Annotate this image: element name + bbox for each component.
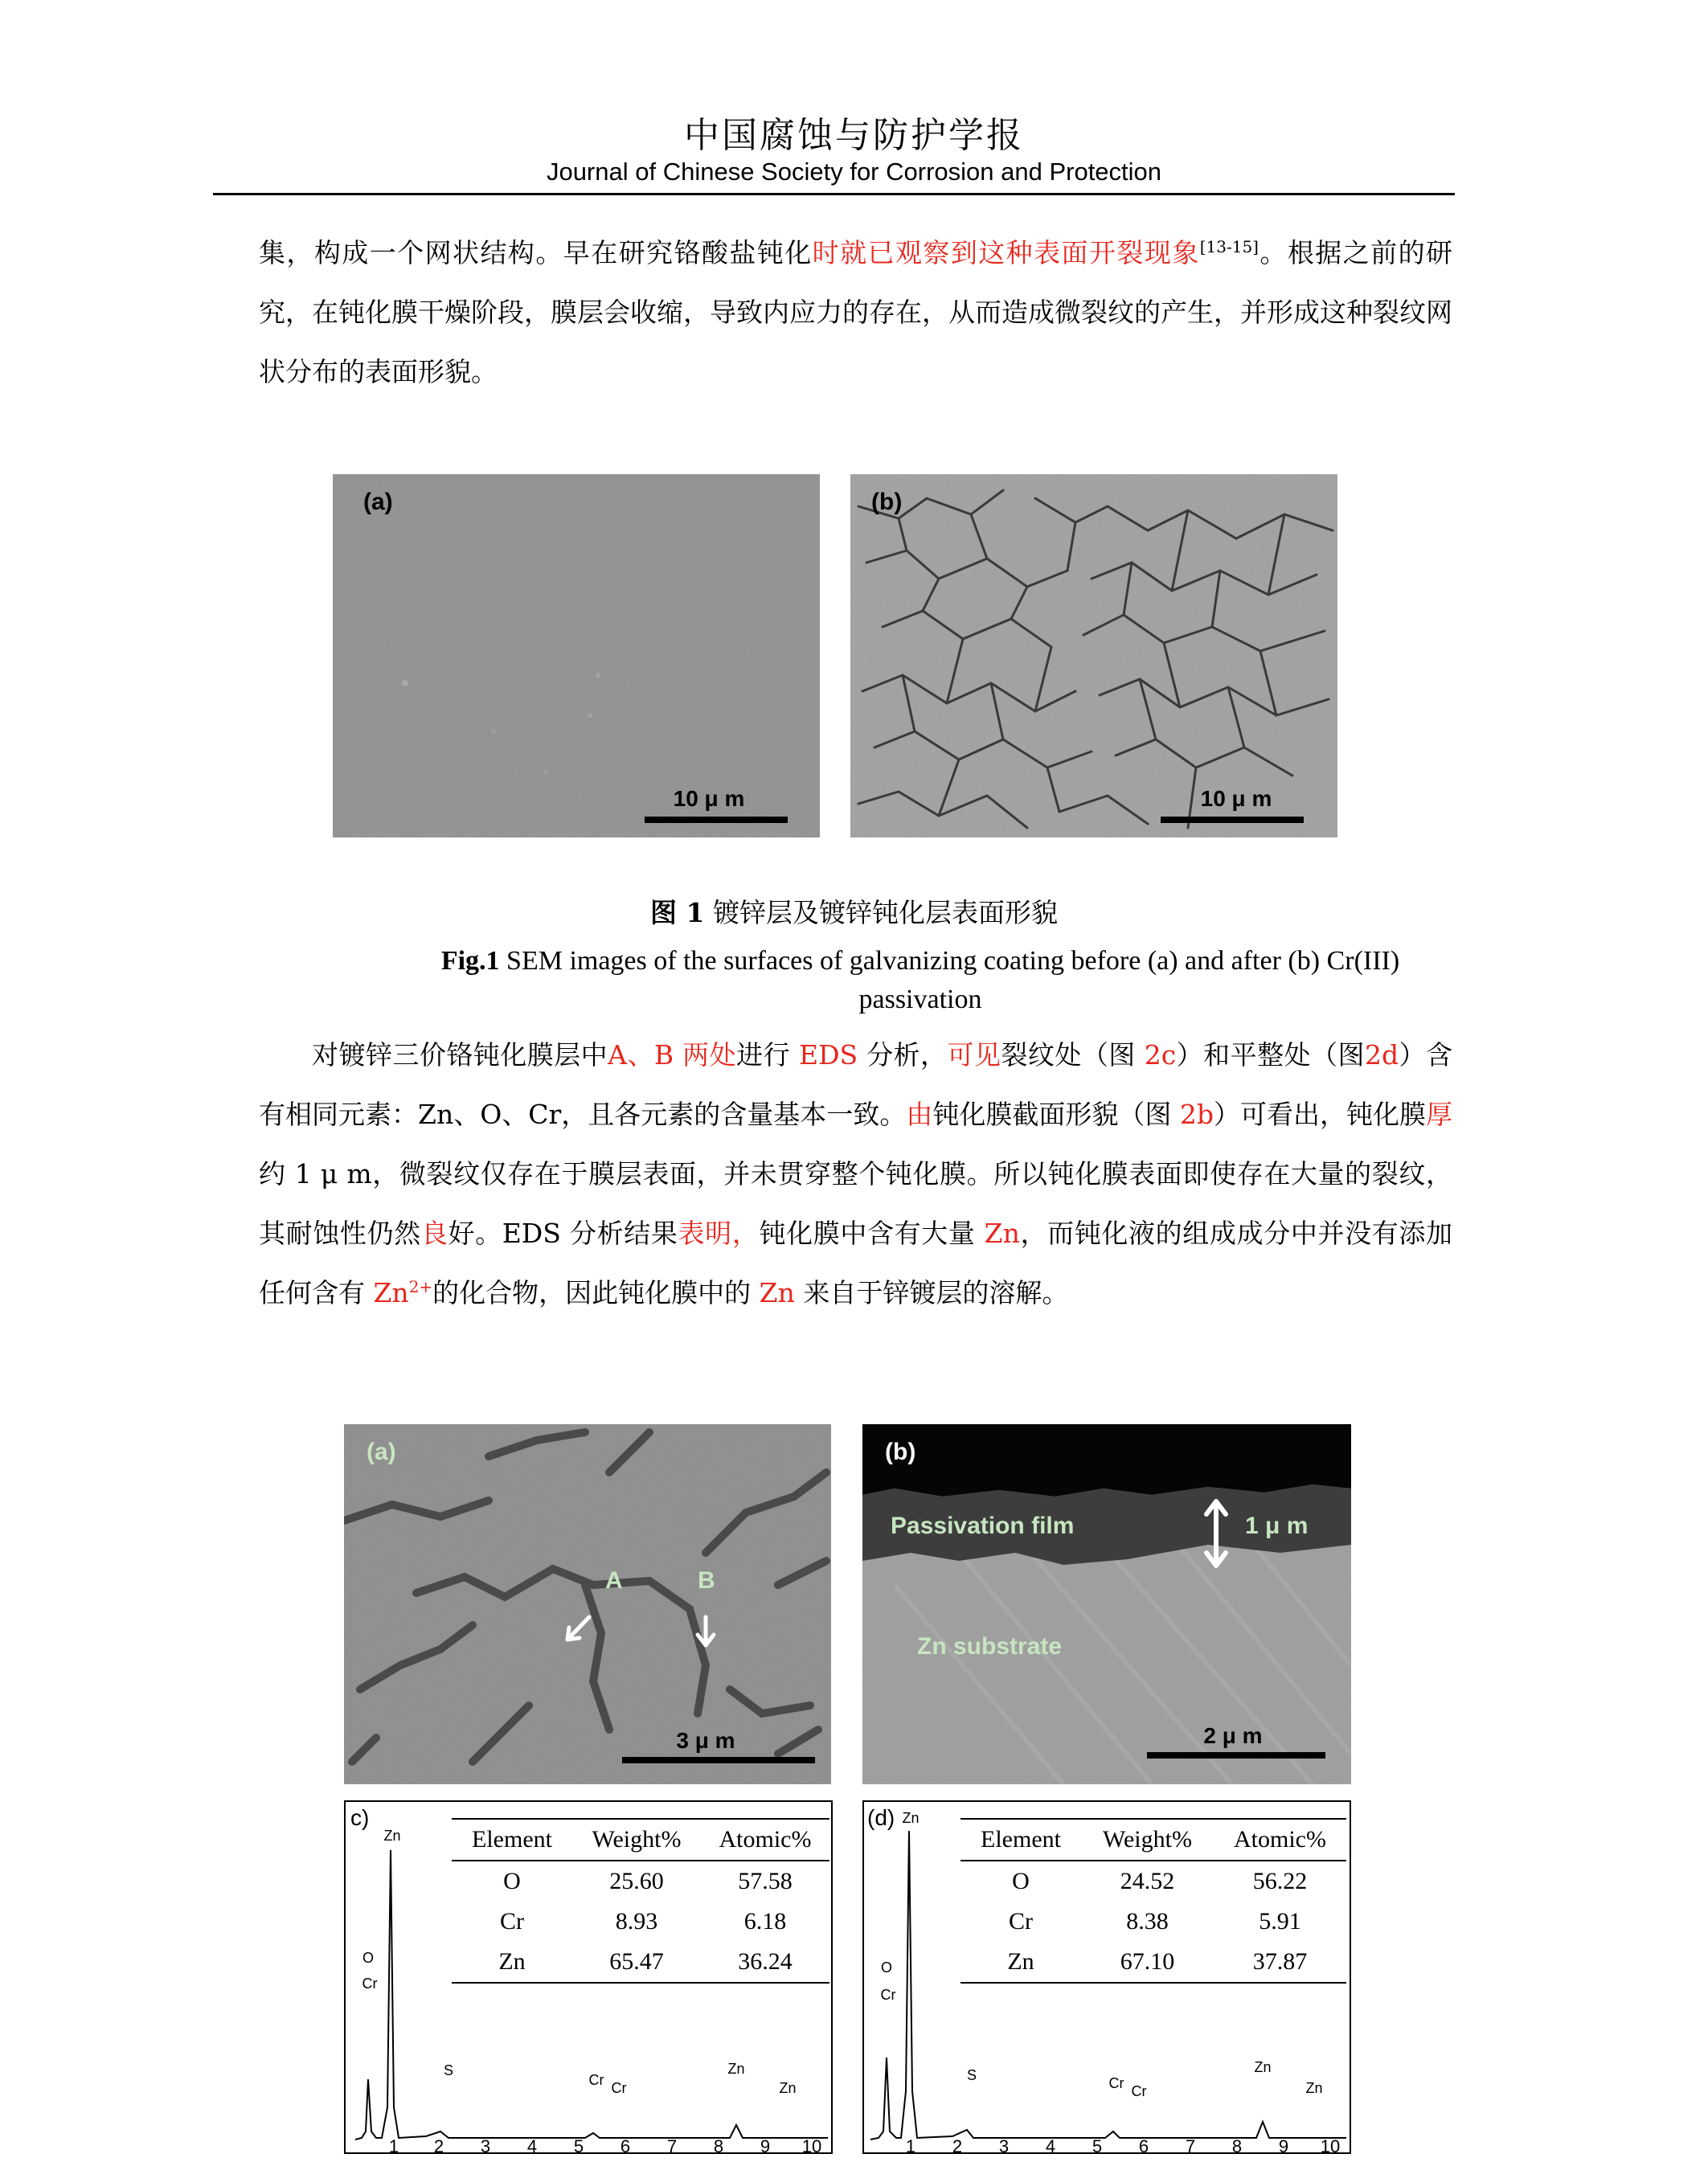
eds-d-peak-label: Cr (880, 1987, 896, 2003)
para2-seg: ）可看出，钝化膜 (1213, 1099, 1427, 1130)
eds-c-tick: 9 (760, 2136, 771, 2156)
fig1-caption-cn-text: 镀锌层及镀锌钝化层表面形貌 (704, 897, 1058, 928)
para2-seg: ，而钝化液的组成成分中并没有添加任何含有 (259, 1218, 1452, 1308)
eds-spectrum-d (862, 1800, 1351, 2154)
fig2-scale-bar-a (622, 1757, 815, 1763)
eds-c-peak-label: Cr (611, 2080, 627, 2096)
para2-seg: 进行 (736, 1039, 791, 1071)
fig1-number-cn: 图 1 (650, 897, 705, 928)
eds-c-peak-label: Zn (383, 1828, 401, 1844)
para2-seg: 来自于锌镀层的溶解。 (803, 1277, 1069, 1308)
fig1-caption-en (386, 942, 1455, 1019)
eds-d-cell: 8.38 (1126, 1908, 1169, 1935)
eds-d-tick: 2 (952, 2136, 963, 2156)
eds-d-row (960, 1861, 1346, 1902)
journal-title-en: Journal of Chinese Society for Corrosion and Protection (546, 158, 1162, 186)
fig2-sem-image-a (344, 1424, 831, 1784)
eds-c-cell: 57.58 (738, 1868, 793, 1894)
thickness-label: 1 μ m (1245, 1513, 1309, 1539)
eds-c-cell: Cr (500, 1908, 524, 1935)
journal-title-cn: 中国腐蚀与防护学报 (684, 115, 1024, 156)
eds-d-table (960, 1820, 1346, 1984)
fig2-panel-b-label: (b) (885, 1439, 916, 1465)
eds-c-row (452, 1861, 829, 1902)
eds-d-label: (d) (867, 1805, 895, 1830)
zn-substrate-label: Zn substrate (917, 1633, 1063, 1660)
eds-d-header-cell: Element (981, 1826, 1061, 1853)
eds-c-peak-label: Zn (779, 2080, 797, 2096)
eds-d-peak-label: Cr (1131, 2083, 1147, 2099)
eds-d-tick: 9 (1278, 2136, 1289, 2156)
fig1-number-en: Fig.1 (440, 946, 500, 976)
para2-seg: 对镀锌三价铬钝化膜层中 (312, 1039, 608, 1071)
paragraph-1 (259, 223, 1452, 402)
para2-seg: ）和平整处（图 (1176, 1039, 1365, 1071)
eds-c-cell: 8.93 (615, 1908, 658, 1935)
eds-c-cell: 25.60 (609, 1868, 664, 1894)
eds-d-cell: 67.10 (1120, 1948, 1175, 1975)
eds-d-tick: 6 (1138, 2136, 1149, 2156)
eds-c-tick: 4 (526, 2136, 538, 2156)
para2-seg: 钝化膜中含有大量 (759, 1218, 976, 1249)
eds-d-tick: 7 (1185, 2136, 1196, 2156)
fig1-scale-a-text: 10 μ m (673, 786, 745, 811)
passivation-film-label: Passivation film (891, 1513, 1075, 1539)
eds-c-header-cell: Weight% (592, 1826, 682, 1853)
eds-d-cell: O (1012, 1868, 1030, 1894)
para2-seg: 好。EDS 分析结果 (448, 1218, 678, 1249)
eds-c-tick: 7 (666, 2136, 678, 2156)
fig2-scale-b-text: 2 μ m (1203, 1723, 1263, 1748)
eds-d-peak-label: Zn (1305, 2080, 1323, 2096)
eds-c-row (452, 1942, 829, 1982)
eds-c-tick: 2 (433, 2136, 444, 2156)
eds-c-tick: 10 (801, 2136, 822, 2156)
fig1-caption-en-text: SEM images of the surfaces of galvanizing coating before (a) and after (b) Cr(III) passivation (499, 946, 1400, 1014)
para2-seg-red: 由 (906, 1099, 933, 1130)
eds-d-cell: Zn (1007, 1948, 1034, 1975)
para2-seg-red: 2b (1179, 1099, 1214, 1130)
fig1-sem-image-b (850, 474, 1337, 837)
para2-seg: 钝化膜截面形貌（图 (932, 1099, 1180, 1130)
eds-d-cell: 24.52 (1120, 1868, 1175, 1894)
para2-seg: 分析， (866, 1039, 948, 1071)
eds-c-row (452, 1902, 829, 1942)
eds-d-table-header (960, 1820, 1346, 1860)
fig1-scale-bar-b (1161, 817, 1304, 823)
eds-c-peak-label: Cr (362, 1976, 378, 1992)
eds-d-tick: 1 (905, 2136, 916, 2156)
para2-seg: ）含有相同元素：Zn、O、Cr，且各元素的含量基本一致。 (259, 1039, 1453, 1130)
eds-d-peak-label: S (966, 2067, 977, 2083)
para2-seg-red: 良 (420, 1218, 449, 1249)
eds-c-cell: 6.18 (743, 1908, 787, 1935)
eds-d-tick: 3 (998, 2136, 1010, 2156)
para2-seg-red: 可见 (947, 1039, 1001, 1071)
header-divider (213, 193, 1455, 195)
eds-c-tick: 1 (388, 2136, 399, 2156)
fig1-caption-cn (0, 892, 1708, 930)
para2-seg-red: A、B 两处 (608, 1039, 737, 1071)
para2-seg-red: Zn (975, 1218, 1020, 1249)
fig2-sem-image-b (862, 1424, 1351, 1784)
eds-c-tick: 5 (573, 2136, 584, 2156)
citation-ref: [13-15] (1199, 237, 1259, 256)
eds-c-peak-label: Cr (588, 2072, 604, 2088)
eds-c-table (452, 1820, 829, 1984)
para2-seg: 的化合物，因此钝化膜中的 (432, 1277, 752, 1308)
para2-seg-red: EDS (790, 1039, 867, 1071)
eds-c-cell: 36.24 (738, 1948, 793, 1975)
zn-charge-sup: 2+ (408, 1277, 433, 1296)
eds-c-cell: 65.47 (609, 1948, 664, 1975)
eds-d-tick: 8 (1231, 2136, 1243, 2156)
eds-c-bottom-rule (452, 1982, 829, 1984)
eds-d-header-cell: Weight% (1103, 1826, 1192, 1853)
eds-spectrum-c (344, 1800, 833, 2154)
eds-d-cell: Cr (1009, 1908, 1033, 1935)
para2-seg: 约 1 μ m，微裂纹仅存在于膜层表面，并未贯穿整个钝化膜。所以钝化膜表面即使存在大量的裂纹，其耐蚀性仍然 (259, 1158, 1452, 1249)
eds-d-peak-label: O (880, 1959, 893, 1976)
fig1-sem-image-a (333, 474, 820, 837)
para2-seg-red: 2c (1135, 1039, 1177, 1071)
point-b-label: B (698, 1567, 715, 1594)
point-a-label: A (605, 1567, 623, 1594)
eds-c-peak-label: O (362, 1950, 375, 1966)
para2-seg: 裂纹处（图 (1001, 1039, 1136, 1071)
fig2-scale-bar-b (1147, 1752, 1325, 1759)
eds-d-peak-label: Zn (1254, 2059, 1272, 2075)
fig1-scale-b-text: 10 μ m (1200, 786, 1272, 811)
eds-d-cell: 5.91 (1259, 1908, 1301, 1935)
eds-d-header-cell: Atomic% (1234, 1826, 1326, 1853)
fig2-panel-a-label: (a) (367, 1439, 396, 1465)
fig1-panel-b-label: (b) (871, 489, 903, 515)
fig1-scale-bar-a (645, 817, 788, 823)
eds-c-table-header (452, 1820, 829, 1860)
paragraph-2 (259, 1026, 1452, 1323)
eds-d-tick: 5 (1092, 2136, 1103, 2156)
para1-text-1: 集，构成一个网状结构。早在研究铬酸盐钝化 (259, 237, 813, 268)
eds-d-cell: 56.22 (1252, 1868, 1308, 1894)
para2-seg-red: Zn (751, 1277, 804, 1308)
eds-d-cell: 37.87 (1252, 1948, 1308, 1975)
eds-c-label: c) (350, 1805, 370, 1830)
eds-d-bottom-rule (960, 1982, 1346, 1984)
eds-c-tick: 6 (620, 2136, 631, 2156)
eds-d-row (960, 1902, 1346, 1942)
para2-seg-red: 表明， (678, 1218, 760, 1249)
eds-d-row (960, 1942, 1346, 1982)
eds-c-cell: Zn (498, 1948, 526, 1975)
eds-c-cell: O (503, 1868, 521, 1894)
para2-seg-red: 2d (1364, 1039, 1399, 1071)
eds-d-peak-label: Cr (1108, 2075, 1124, 2091)
fig1-panel-a-label: (a) (363, 489, 393, 515)
eds-c-tick: 3 (480, 2136, 491, 2156)
para2-seg-red: Zn (365, 1277, 409, 1308)
para1-highlight: 时就已观察到这种表面开裂现象 (812, 237, 1200, 268)
eds-d-peak-label: Zn (902, 1810, 920, 1826)
eds-c-header-cell: Element (472, 1826, 552, 1853)
para1-text-2: 。根据之前的研究，在钝化膜干燥阶段，膜层会收缩，导致内应力的存在，从而造成微裂纹的产生，并形成这种裂纹网状分布的表面形貌。 (259, 237, 1453, 387)
eds-c-tick: 8 (713, 2136, 724, 2156)
fig2-scale-a-text: 3 μ m (676, 1728, 735, 1753)
para2-seg-red: 厚 (1426, 1099, 1453, 1130)
eds-c-header-cell: Atomic% (719, 1826, 812, 1853)
eds-c-peak-label: S (443, 2062, 454, 2078)
eds-c-peak-label: Zn (727, 2061, 745, 2077)
eds-d-tick: 10 (1320, 2136, 1341, 2156)
eds-d-tick: 4 (1045, 2136, 1056, 2156)
